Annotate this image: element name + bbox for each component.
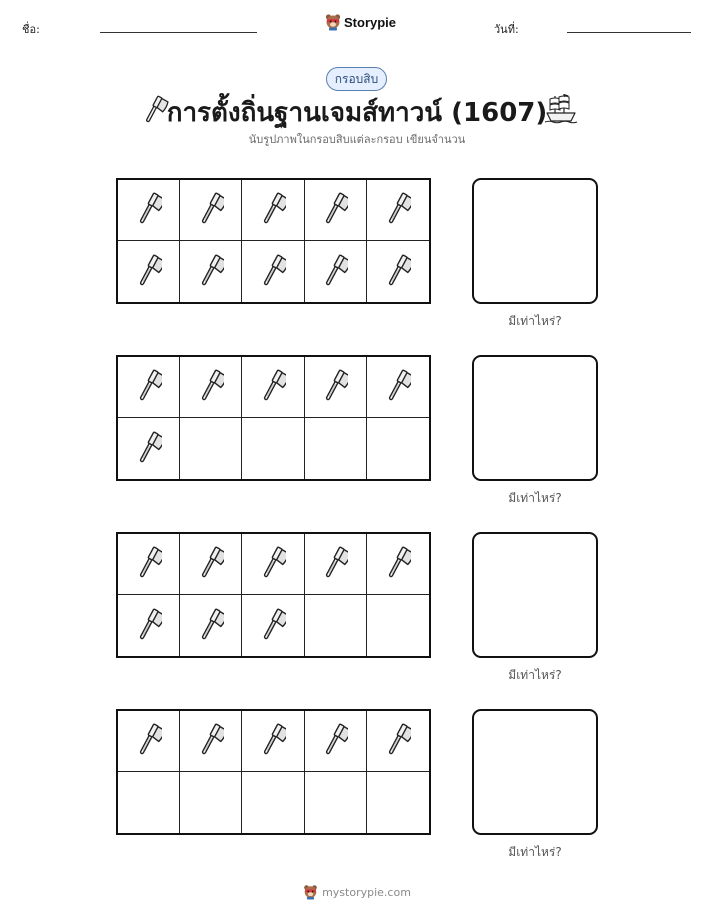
- ten-frame-cell: [180, 241, 242, 302]
- name-field[interactable]: [100, 32, 257, 33]
- ten-frame-cell: [305, 772, 367, 833]
- ten-frame-cell: [305, 595, 367, 656]
- ten-frame-cell: [367, 357, 429, 418]
- axe-icon: [198, 719, 224, 763]
- axe-icon: [322, 250, 348, 294]
- date-field[interactable]: [567, 32, 691, 33]
- answer-box[interactable]: [472, 355, 598, 481]
- ten-frame-cell: [180, 534, 242, 595]
- how-many-label: มีเท่าไหร่?: [508, 845, 562, 859]
- ten-frame-cell: [180, 418, 242, 479]
- axe-icon: [385, 188, 411, 232]
- ten-frame-cell: [367, 772, 429, 833]
- axe-icon: [260, 604, 286, 648]
- ten-frame-cell: [118, 772, 180, 833]
- axe-icon: [322, 719, 348, 763]
- how-many-label: มีเท่าไหร่?: [508, 491, 562, 505]
- axe-icon: [322, 542, 348, 586]
- ten-frame-cell: [180, 180, 242, 241]
- axe-icon: [260, 365, 286, 409]
- ten-frame-cell: [242, 534, 304, 595]
- footer: [0, 884, 714, 900]
- ten-frame-cell: [118, 241, 180, 302]
- ten-frame: [116, 709, 431, 835]
- ten-frame-cell: [118, 180, 180, 241]
- ten-frame-cell: [367, 418, 429, 479]
- axe-icon: [385, 250, 411, 294]
- ten-frame: [116, 532, 431, 658]
- ten-frame-cell: [180, 711, 242, 772]
- footer-url: mystorypie.com: [322, 885, 411, 899]
- how-many-label: มีเท่าไหร่?: [508, 668, 562, 682]
- bear-logo-icon: [325, 13, 341, 31]
- axe-icon: [136, 427, 162, 471]
- axe-icon: [322, 365, 348, 409]
- axe-icon: [322, 188, 348, 232]
- ten-frame-cell: [180, 772, 242, 833]
- brand-name: Storypie: [344, 14, 397, 30]
- answer-box[interactable]: [472, 709, 598, 835]
- axe-icon: [136, 604, 162, 648]
- ten-frame-cell: [180, 595, 242, 656]
- answer-box[interactable]: [472, 532, 598, 658]
- axe-icon: [385, 365, 411, 409]
- topic-badge: กรอบสิบ: [326, 67, 387, 91]
- ten-frame-cell: [242, 241, 304, 302]
- axe-icon: [260, 250, 286, 294]
- axe-icon: [198, 604, 224, 648]
- ten-frame-cell: [242, 711, 304, 772]
- ten-frame-cell: [242, 180, 304, 241]
- axe-icon: [260, 542, 286, 586]
- ten-frame: [116, 355, 431, 481]
- ten-frame-cell: [367, 534, 429, 595]
- date-label: วันที่:: [494, 23, 519, 36]
- axe-icon: [385, 719, 411, 763]
- ten-frame-cell: [367, 241, 429, 302]
- ten-frame-cell: [305, 418, 367, 479]
- axe-icon: [136, 719, 162, 763]
- axe-icon: [136, 542, 162, 586]
- axe-icon: [198, 542, 224, 586]
- how-many-label: มีเท่าไหร่?: [508, 314, 562, 328]
- ten-frame-cell: [367, 180, 429, 241]
- ten-frame-cell: [180, 357, 242, 418]
- ten-frame-cell: [118, 418, 180, 479]
- bear-logo-icon: [303, 884, 318, 900]
- ten-frame-cell: [305, 180, 367, 241]
- axe-icon: [198, 250, 224, 294]
- axe-icon: [198, 365, 224, 409]
- axe-icon: [260, 719, 286, 763]
- ship-icon: [544, 91, 578, 125]
- ten-frame-cell: [118, 595, 180, 656]
- ten-frame-cell: [242, 357, 304, 418]
- ten-frame-cell: [305, 241, 367, 302]
- ten-frame-cell: [242, 418, 304, 479]
- axe-icon: [136, 188, 162, 232]
- ten-frame-cell: [305, 711, 367, 772]
- brand-logo: [325, 13, 396, 31]
- ten-frame-cell: [367, 711, 429, 772]
- axe-icon: [385, 542, 411, 586]
- ten-frame-cell: [367, 595, 429, 656]
- axe-icon: [136, 250, 162, 294]
- axe-icon: [136, 365, 162, 409]
- instructions: นับรูปภาพในกรอบสิบแต่ละกรอบ เขียนจำนวน: [248, 133, 466, 146]
- axe-icon: [198, 188, 224, 232]
- ten-frame-cell: [305, 357, 367, 418]
- name-label: ชื่อ:: [22, 23, 40, 36]
- page-title: การตั้งถิ่นฐานเจมส์ทาวน์ (1607): [166, 98, 548, 128]
- axe-icon: [260, 188, 286, 232]
- ten-frame-cell: [242, 595, 304, 656]
- ten-frame-cell: [118, 357, 180, 418]
- ten-frame-cell: [118, 534, 180, 595]
- ten-frame-cell: [242, 772, 304, 833]
- answer-box[interactable]: [472, 178, 598, 304]
- ten-frame-cell: [305, 534, 367, 595]
- ten-frame-cell: [118, 711, 180, 772]
- ten-frame: [116, 178, 431, 304]
